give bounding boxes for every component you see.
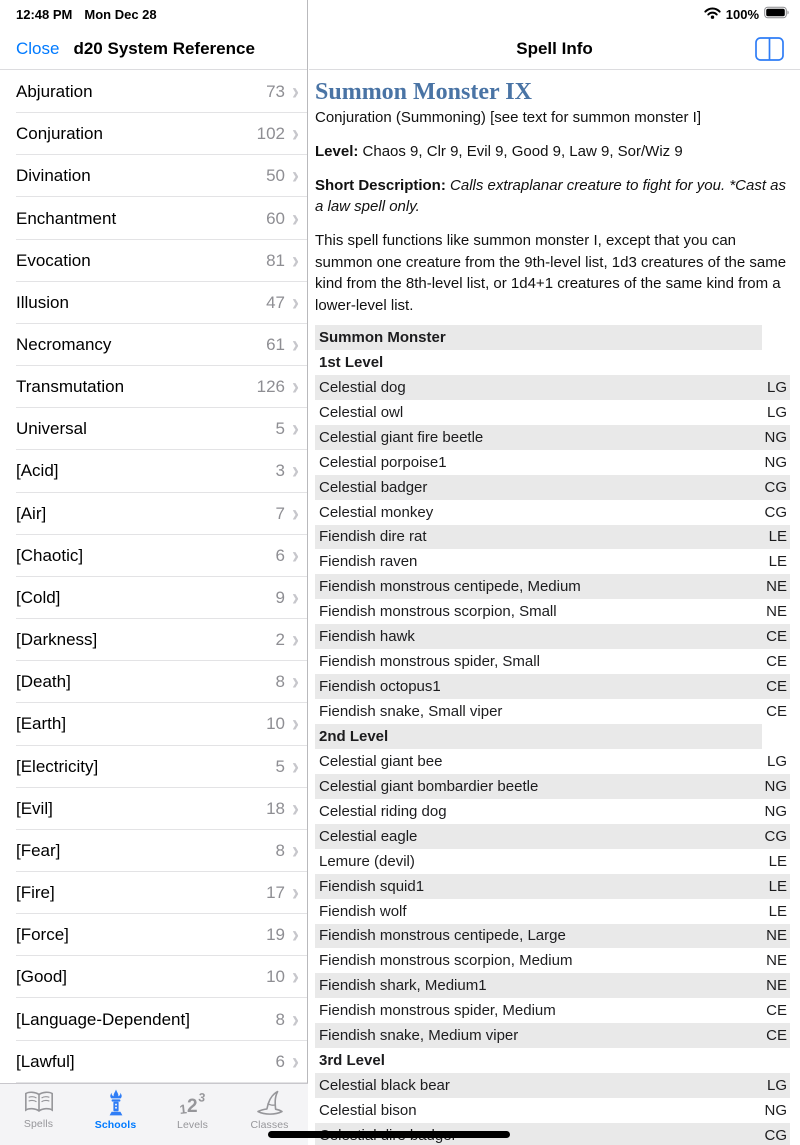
sidebar-item-transmutation[interactable] — [0, 366, 307, 408]
chevron-right-icon: › — [292, 373, 299, 400]
sidebar-item-abjuration[interactable] — [0, 71, 307, 113]
sidebar-item-count: 10 — [266, 967, 285, 987]
sidebar-item-count: 5 — [275, 756, 285, 776]
spell-content — [309, 70, 800, 1145]
creature-alignment: NG — [762, 774, 790, 799]
sidebar-item-count: 7 — [275, 503, 285, 523]
creature-alignment: NG — [764, 802, 787, 820]
svg-text:3: 3 — [197, 1090, 206, 1105]
sidebar-item-force[interactable] — [0, 914, 307, 956]
sidebar-item-universal[interactable] — [0, 408, 307, 450]
creature-name: Fiendish squid1 — [315, 874, 762, 899]
creature-alignment: LG — [762, 375, 790, 400]
creature-name: Fiendish wolf — [319, 902, 407, 920]
chevron-right-icon: › — [292, 710, 299, 738]
tab-label: Levels — [177, 1119, 208, 1131]
creature-alignment — [762, 325, 790, 350]
creature-alignment: CG — [764, 503, 787, 521]
creature-alignment: NG — [764, 453, 787, 471]
table-row — [315, 824, 790, 849]
level-value: Chaos 9, Clr 9, Evil 9, Good 9, Law 9, Sor/Wiz 9 — [362, 143, 683, 160]
creature-alignment: LG — [762, 1073, 790, 1098]
creature-name: Fiendish monstrous scorpion, Medium — [319, 952, 573, 970]
sidebar-item-darkness[interactable] — [0, 619, 307, 661]
creature-alignment: NE — [762, 973, 790, 998]
short-desc-value: Calls extraplanar creature to fight for you. *Cast as a law spell only. — [315, 177, 787, 215]
sidebar-item-label: Conjuration — [16, 124, 103, 144]
table-section-heading — [315, 350, 790, 375]
sidebar-item-label: [Language-Dependent] — [16, 1009, 190, 1029]
school-tower-icon — [101, 1089, 131, 1117]
chevron-right-icon: › — [292, 457, 299, 485]
table-row — [315, 899, 790, 924]
creature-name: 2nd Level — [315, 724, 762, 749]
creature-name: Celestial riding dog — [319, 802, 447, 820]
table-row — [315, 749, 790, 774]
sidebar-item-count: 8 — [275, 1009, 285, 1029]
detail-header-title: Spell Info — [516, 38, 593, 58]
sidebar-item-label: [Lawful] — [16, 1051, 75, 1071]
sidebar-item-count: 47 — [266, 292, 285, 312]
sidebar-item-acid[interactable] — [0, 450, 307, 492]
table-row — [315, 799, 790, 824]
sidebar-item-count: 5 — [275, 419, 285, 439]
sidebar-item-label: [Cold] — [16, 587, 61, 607]
creature-name: Fiendish hawk — [315, 624, 762, 649]
table-row — [315, 774, 790, 799]
table-row — [315, 649, 790, 674]
creature-alignment: NE — [762, 924, 790, 949]
sidebar-item-evocation[interactable] — [0, 240, 307, 282]
creature-name: Celestial giant bee — [319, 752, 443, 770]
chevron-right-icon: › — [292, 78, 299, 105]
creature-alignment: LE — [768, 902, 787, 920]
creature-alignment: LE — [762, 525, 790, 550]
spell-description: This spell functions like summon monster I, except that you can summon one creature from the 9th-level list, 1d3 creatures of the same kind from the 8th-level list, or 1d4+1 creatures of the same kind from a lower-level list. — [315, 232, 787, 314]
chevron-right-icon: › — [292, 499, 299, 527]
creature-name: Celestial owl — [319, 403, 404, 421]
spell-info-pane — [309, 0, 800, 1145]
creature-alignment: CG — [762, 1123, 790, 1145]
sidebar-item-count: 9 — [275, 587, 285, 607]
sidebar-header — [0, 28, 307, 70]
creature-name: 1st Level — [319, 353, 384, 371]
table-row — [315, 375, 790, 400]
creature-name: Fiendish snake, Small viper — [319, 703, 503, 721]
creature-alignment: CE — [762, 674, 790, 699]
creature-name: Fiendish monstrous spider, Small — [319, 653, 540, 671]
sidebar-item-earth[interactable] — [0, 703, 307, 745]
chevron-right-icon: › — [292, 1047, 299, 1075]
creature-name: Lemure (devil) — [319, 852, 415, 870]
table-row — [315, 699, 790, 724]
creature-alignment — [762, 724, 790, 749]
tab-levels[interactable] — [154, 1084, 231, 1145]
creature-alignment: NE — [766, 952, 787, 970]
svg-text:2: 2 — [186, 1096, 198, 1117]
sidebar-item-label: Necromancy — [16, 335, 112, 355]
chevron-right-icon: › — [292, 584, 299, 611]
creature-alignment: NG — [764, 1102, 787, 1120]
sidebar-item-count: 6 — [275, 545, 285, 565]
chevron-right-icon: › — [292, 752, 299, 780]
sidebar-item-conjuration[interactable] — [0, 113, 307, 155]
sidebar-item-fear[interactable] — [0, 830, 307, 872]
tab-schools[interactable] — [77, 1084, 154, 1145]
table-row — [315, 849, 790, 874]
sidebar-item-label: Evocation — [16, 250, 91, 270]
battery-icon — [764, 6, 790, 22]
table-section-heading — [315, 1048, 790, 1073]
creature-name: 3rd Level — [319, 1052, 385, 1070]
chevron-right-icon: › — [292, 541, 299, 569]
short-desc-label: Short Description: — [315, 177, 446, 194]
split-view-icon[interactable] — [753, 35, 786, 66]
chevron-right-icon: › — [292, 837, 299, 864]
table-row — [315, 400, 790, 425]
table-row — [315, 924, 790, 949]
wizard-hat-icon — [254, 1089, 286, 1117]
creature-alignment: LE — [768, 852, 787, 870]
chevron-right-icon: › — [292, 668, 299, 695]
sidebar-item-label: [Electricity] — [16, 756, 99, 776]
creature-name: Fiendish snake, Medium viper — [315, 1023, 762, 1048]
table-row — [315, 1098, 790, 1123]
sidebar-item-label: [Darkness] — [16, 630, 98, 650]
creature-alignment: LG — [766, 752, 787, 770]
sidebar-item-count: 17 — [266, 883, 285, 903]
sidebar-item-count: 81 — [266, 250, 285, 270]
home-indicator[interactable] — [268, 1131, 510, 1138]
chevron-right-icon: › — [292, 289, 299, 316]
sidebar-item-count: 8 — [275, 672, 285, 692]
creature-name: Fiendish monstrous spider, Medium — [319, 1002, 556, 1020]
creature-alignment: CE — [762, 624, 790, 649]
chevron-right-icon: › — [292, 1005, 299, 1033]
sidebar-item-label: Transmutation — [16, 377, 125, 397]
table-row — [315, 599, 790, 624]
chevron-right-icon: › — [292, 204, 299, 232]
creature-name: Celestial bison — [319, 1102, 417, 1120]
creature-alignment: LG — [766, 403, 787, 421]
chevron-right-icon: › — [292, 879, 299, 906]
sidebar-item-count: 50 — [266, 166, 285, 186]
sidebar-item-count: 19 — [266, 925, 285, 945]
creature-name: Fiendish octopus1 — [315, 674, 762, 699]
numbers-123-icon — [178, 1089, 208, 1117]
table-row — [315, 450, 790, 475]
creature-name: Celestial giant fire beetle — [315, 425, 762, 450]
table-row — [315, 674, 790, 699]
chevron-right-icon: › — [292, 794, 299, 822]
creature-alignment: CE — [766, 703, 787, 721]
sidebar-item-count: 8 — [275, 840, 285, 860]
chevron-right-icon: › — [292, 415, 299, 442]
creature-name: Celestial dog — [315, 375, 762, 400]
table-row — [315, 425, 790, 450]
creature-alignment: CG — [762, 824, 790, 849]
sidebar-item-label: [Chaotic] — [16, 545, 84, 565]
table-section-heading — [315, 724, 790, 749]
tab-bar — [0, 1083, 308, 1145]
spell-school-line: Conjuration (Summoning) [see text for summon monster I] — [315, 109, 701, 126]
tab-label: Spells — [23, 1118, 54, 1130]
creature-alignment: CE — [766, 653, 787, 671]
sidebar-item-count: 3 — [275, 461, 285, 481]
sidebar-item-language-dependent[interactable] — [0, 998, 307, 1040]
wifi-icon — [704, 7, 721, 22]
sidebar-item-fire[interactable] — [0, 872, 307, 914]
creature-name: Celestial porpoise1 — [319, 453, 447, 471]
sidebar-item-label: [Fire] — [16, 883, 55, 903]
chevron-right-icon: › — [292, 162, 299, 190]
creature-alignment: CE — [762, 1023, 790, 1048]
sidebar-item-label: Enchantment — [16, 208, 117, 228]
creature-name: Fiendish monstrous centipede, Large — [315, 924, 762, 949]
sidebar-item-label: [Earth] — [16, 714, 67, 734]
table-row — [315, 1023, 790, 1048]
creature-name: Fiendish dire rat — [315, 525, 762, 550]
table-row — [315, 624, 790, 649]
sidebar-item-label: [Good] — [16, 967, 68, 987]
book-icon — [23, 1089, 55, 1116]
sidebar-item-necromancy[interactable] — [0, 324, 307, 366]
creature-name: Fiendish monstrous scorpion, Small — [319, 603, 557, 621]
table-row — [315, 500, 790, 525]
table-row — [315, 475, 790, 500]
sidebar — [0, 0, 308, 1145]
table-row — [315, 998, 790, 1023]
sidebar-item-illusion[interactable] — [0, 282, 307, 324]
creature-name: Celestial badger — [315, 475, 762, 500]
sidebar-item-label: [Force] — [16, 925, 69, 945]
status-bar — [0, 0, 800, 28]
tab-label: Schools — [94, 1119, 137, 1131]
creature-alignment: NG — [762, 425, 790, 450]
sidebar-item-electricity[interactable] — [0, 746, 307, 788]
sidebar-title: d20 System Reference — [73, 38, 255, 58]
chevron-right-icon: › — [292, 120, 299, 147]
sidebar-item-count: 2 — [275, 630, 285, 650]
chevron-right-icon: › — [292, 246, 299, 274]
summon-monster-table — [315, 325, 790, 1145]
creature-alignment: CE — [766, 1002, 787, 1020]
creature-name: Celestial giant bombardier beetle — [315, 774, 762, 799]
creature-alignment — [762, 350, 790, 375]
table-row — [315, 973, 790, 998]
sidebar-item-label: Divination — [16, 166, 91, 186]
table-row — [315, 948, 790, 973]
creature-name: Celestial eagle — [315, 824, 762, 849]
sidebar-item-cold[interactable] — [0, 577, 307, 619]
close-button[interactable]: Close — [16, 38, 60, 58]
sidebar-item-label: [Acid] — [16, 461, 59, 481]
chevron-right-icon: › — [292, 331, 299, 358]
sidebar-item-label: Illusion — [16, 292, 69, 312]
chevron-right-icon: › — [292, 626, 299, 653]
table-title-row — [315, 325, 790, 350]
sidebar-item-air[interactable] — [0, 493, 307, 535]
spell-short-description-line — [315, 175, 790, 217]
sidebar-item-chaotic[interactable] — [0, 535, 307, 577]
detail-header — [309, 28, 800, 70]
sidebar-item-count: 126 — [256, 377, 285, 397]
sidebar-item-label: Abjuration — [16, 82, 93, 102]
creature-name: Celestial monkey — [319, 503, 434, 521]
creature-name: Fiendish shark, Medium1 — [315, 973, 762, 998]
status-date: Mon Dec 28 — [84, 6, 157, 22]
status-time: 12:48 PM — [16, 6, 73, 22]
table-row — [315, 525, 790, 550]
chevron-right-icon: › — [292, 921, 299, 948]
sidebar-item-evil[interactable] — [0, 788, 307, 830]
spell-level-line — [315, 141, 790, 162]
creature-alignment — [762, 1048, 790, 1073]
creature-alignment: LE — [768, 553, 787, 571]
table-row — [315, 549, 790, 574]
svg-text:1: 1 — [178, 1101, 188, 1117]
creature-alignment: CG — [762, 475, 790, 500]
sidebar-item-label: [Air] — [16, 503, 47, 523]
spell-name: Summon Monster IX — [315, 79, 532, 105]
creature-name: Fiendish raven — [319, 553, 418, 571]
creature-alignment: NE — [762, 574, 790, 599]
sidebar-item-count: 6 — [275, 1051, 285, 1071]
tab-spells[interactable] — [0, 1084, 77, 1145]
tab-label: Classes — [250, 1119, 289, 1131]
level-label: Level: — [315, 143, 359, 160]
creature-alignment: NE — [766, 603, 787, 621]
sidebar-item-enchantment[interactable] — [0, 197, 307, 239]
sidebar-item-label: Universal — [16, 419, 87, 439]
creature-name: Fiendish monstrous centipede, Medium — [315, 574, 762, 599]
sidebar-item-death[interactable] — [0, 661, 307, 703]
chevron-right-icon: › — [292, 963, 299, 991]
sidebar-item-count: 18 — [266, 798, 285, 818]
creature-alignment: LE — [762, 874, 790, 899]
table-row — [315, 574, 790, 599]
sidebar-item-count: 60 — [266, 208, 285, 228]
table-row — [315, 1073, 790, 1098]
school-list — [0, 71, 307, 1083]
sidebar-item-count: 10 — [266, 714, 285, 734]
sidebar-item-count: 102 — [256, 124, 285, 144]
creature-name: Summon Monster — [315, 325, 762, 350]
table-row — [315, 874, 790, 899]
creature-name: Celestial black bear — [315, 1073, 762, 1098]
battery-percent: 100% — [725, 6, 759, 22]
sidebar-item-divination[interactable] — [0, 155, 307, 197]
sidebar-item-count: 73 — [266, 82, 285, 102]
sidebar-item-label: [Evil] — [16, 798, 53, 818]
sidebar-item-count: 61 — [266, 335, 285, 355]
sidebar-item-good[interactable] — [0, 956, 307, 998]
sidebar-item-label: [Death] — [16, 672, 71, 692]
sidebar-item-lawful[interactable] — [0, 1041, 307, 1083]
sidebar-item-label: [Fear] — [16, 840, 61, 860]
